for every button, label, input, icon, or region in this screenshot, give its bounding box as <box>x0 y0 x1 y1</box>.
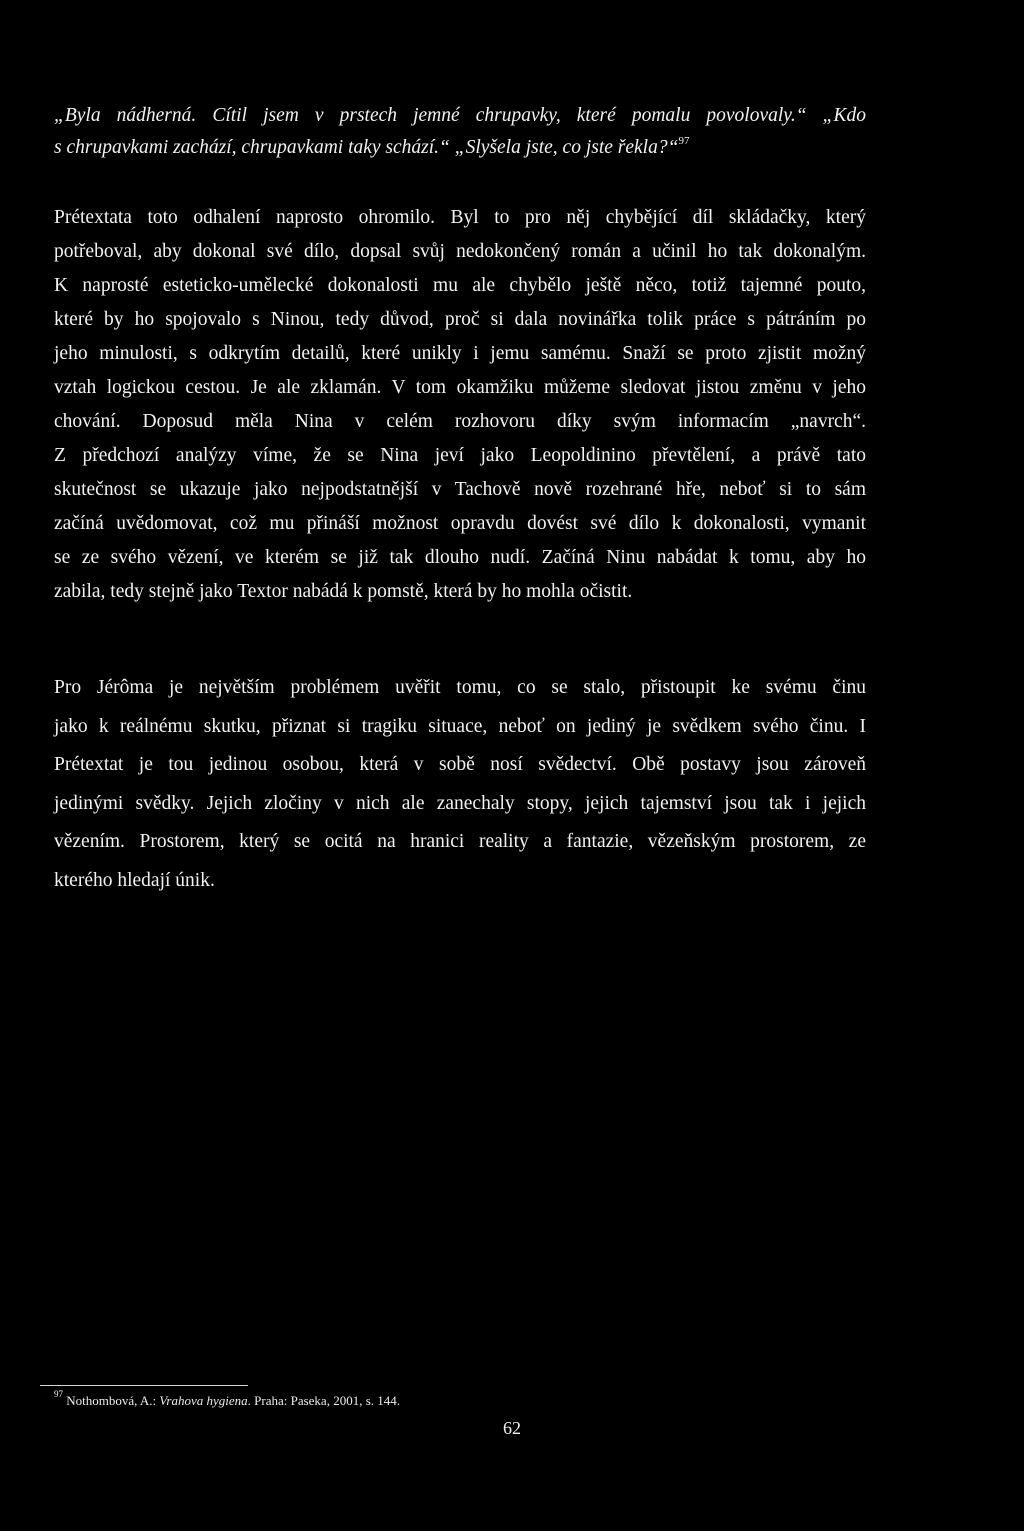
footnote-reference: 97 <box>678 134 690 147</box>
paragraph-2-line: Pro Jérôma je největším problémem uvěřit tomu, co se stalo, přistoupit ke svému činu <box>54 677 866 698</box>
footnote <box>54 1388 401 1410</box>
paragraph-1-line: skutečnost se ukazuje jako nejpodstatnější v Tachově nově rozehrané hře, neboť si to sám <box>54 479 866 500</box>
paragraph-1-line: zabila, tedy stejně jako Textor nabádá k pomstě, která by ho mohla očistit. <box>54 581 633 602</box>
footnote-author: Nothombová, A.: <box>66 1393 157 1408</box>
page-number: 62 <box>503 1418 521 1438</box>
paragraph-2-line: jako k reálnému skutku, přiznat si tragiku situace, neboť on jediný je svědkem svého činu. I <box>54 715 866 737</box>
paragraph-1-line: začíná uvědomovat, což mu přináší možnost opravdu dovést své dílo k dokonalosti, vymanit <box>54 513 866 534</box>
quote-line-2-text: s chrupavkami zachází, chrupavkami taky schází.“ „Slyšela jste, co jste řekla?“ <box>54 137 679 158</box>
footnote-separator <box>40 1385 248 1386</box>
paragraph-1-line: chování. Doposud měla Nina v celém rozhovoru díky svým informacím „navrch“. <box>54 411 866 432</box>
footnote-publication: . Praha: Paseka, 2001, s. 144. <box>247 1393 401 1408</box>
paragraph-1-line: Prétextata toto odhalení naprosto ohromilo. Byl to pro něj chybějící díl skládačky, který <box>54 207 866 228</box>
paragraph-1-line: Z předchozí analýzy víme, že se Nina jeví jako Leopoldinino převtělení, a právě tato <box>54 445 866 466</box>
paragraph-2-line: Prétextat je tou jedinou osobou, která v sobě nosí svědectví. Obě postavy jsou zároveň <box>54 754 866 775</box>
footnote-number: 97 <box>54 1388 63 1399</box>
footnote-title: Vrahova hygiena <box>159 1393 248 1408</box>
paragraph-2-line: jedinými svědky. Jejich zločiny v nich ale zanechaly stopy, jejich tajemství jsou tak i jejich <box>54 792 866 814</box>
paragraph-1-line: K naprosté esteticko-umělecké dokonalosti mu ale chybělo ještě něco, totiž tajemné pouto, <box>54 275 866 296</box>
paragraph-1 <box>54 201 866 609</box>
paragraph-1-line: jeho minulosti, s odkrytím detailů, které unikly i jemu samému. Snaží se proto zjistit možný <box>54 343 866 364</box>
paragraph-1-line: které by ho spojovalo s Ninou, tedy důvod, proč si dala novinářka tolik práce s pátráním po <box>54 309 866 330</box>
paragraph-1-line: se ze svého vězení, ve kterém se již tak dlouho nudí. Začíná Ninu nabádat k tomu, aby ho <box>54 547 866 568</box>
paragraph-2-line: vězením. Prostorem, který se ocitá na hranici reality a fantazie, vězeňským prostorem, ze <box>54 831 866 852</box>
paragraph-2-line: kterého hledají únik. <box>54 869 215 891</box>
paragraph-1-line: vztah logickou cestou. Je ale zklamán. V tom okamžiku můžeme sledovat jistou změnu v jeho <box>54 377 866 398</box>
quote-block <box>54 100 866 164</box>
paragraph-1-line: potřeboval, aby dokonal své dílo, dopsal svůj nedokončený román a učinil ho tak dokonalým. <box>54 241 866 262</box>
paragraph-2 <box>54 669 866 900</box>
quote-line-1: „Byla nádherná. Cítil jsem v prstech jemné chrupavky, které pomalu povolovaly.“ „Kdo <box>54 105 866 126</box>
quote-line-2 <box>54 132 866 164</box>
